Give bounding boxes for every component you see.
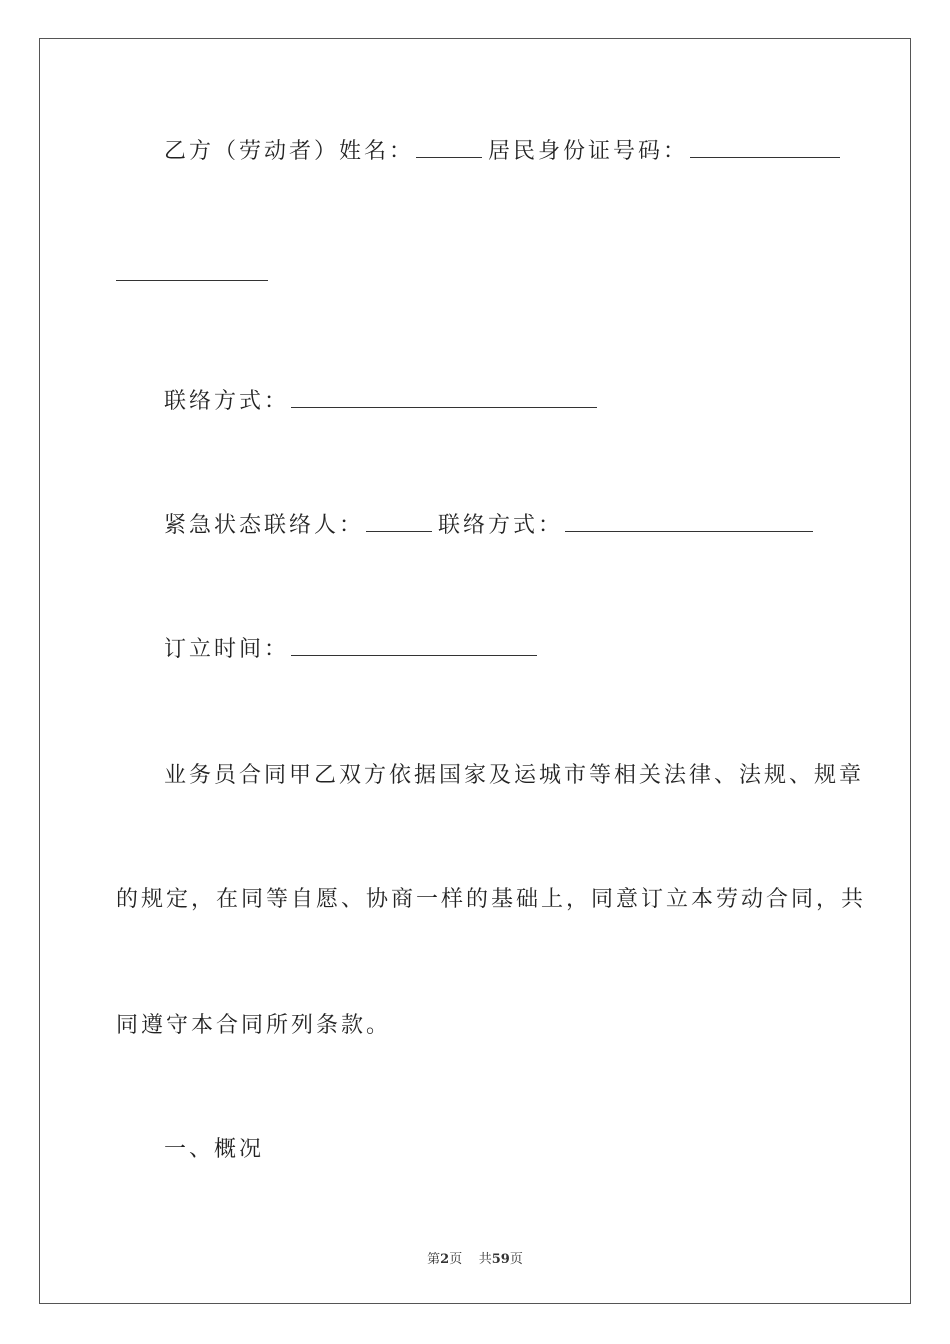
paragraph-line: 同遵守本合同所列条款。: [116, 1013, 392, 1038]
emergency-contact-method-blank[interactable]: [565, 511, 813, 532]
emergency-contact-blank[interactable]: [366, 511, 432, 532]
id-number-blank[interactable]: [690, 137, 840, 158]
signing-time-blank[interactable]: [291, 635, 537, 656]
footer-total-suffix: 页: [509, 1252, 523, 1267]
party-b-name-blank[interactable]: [416, 137, 482, 158]
section-heading: 一、概况: [164, 1137, 265, 1162]
footer-total-prefix: 共: [478, 1252, 492, 1267]
id-number-label: 居民身份证号码：: [488, 139, 689, 164]
paragraph-line: 业务员合同甲乙双方依据国家及运城市等相关法律、法规、规章: [164, 763, 865, 788]
signing-time-line: [164, 632, 543, 663]
id-number-continuation-line: [116, 260, 274, 287]
page-border: [39, 38, 911, 1304]
party-b-line: [164, 134, 846, 165]
footer-page-prefix: 第: [427, 1252, 441, 1267]
emergency-contact-line: [164, 508, 819, 539]
contact-blank[interactable]: [291, 387, 597, 408]
contact-label: 联络方式：: [164, 389, 290, 414]
id-number-blank-continued[interactable]: [116, 260, 268, 281]
emergency-contact-label: 紧急状态联络人：: [164, 513, 365, 538]
footer-total-pages: 59: [491, 1252, 510, 1267]
party-b-name-label: 乙方（劳动者）姓名：: [164, 139, 415, 164]
paragraph-line: 的规定，在同等自愿、协商一样的基础上，同意订立本劳动合同，共: [116, 887, 867, 912]
emergency-contact-method-label: 联络方式：: [438, 513, 564, 538]
contact-line: [164, 384, 603, 415]
footer-page-suffix: 页: [449, 1252, 463, 1267]
page-footer: [0, 1248, 950, 1267]
footer-page-number: 2: [440, 1252, 450, 1267]
signing-time-label: 订立时间：: [164, 637, 290, 662]
